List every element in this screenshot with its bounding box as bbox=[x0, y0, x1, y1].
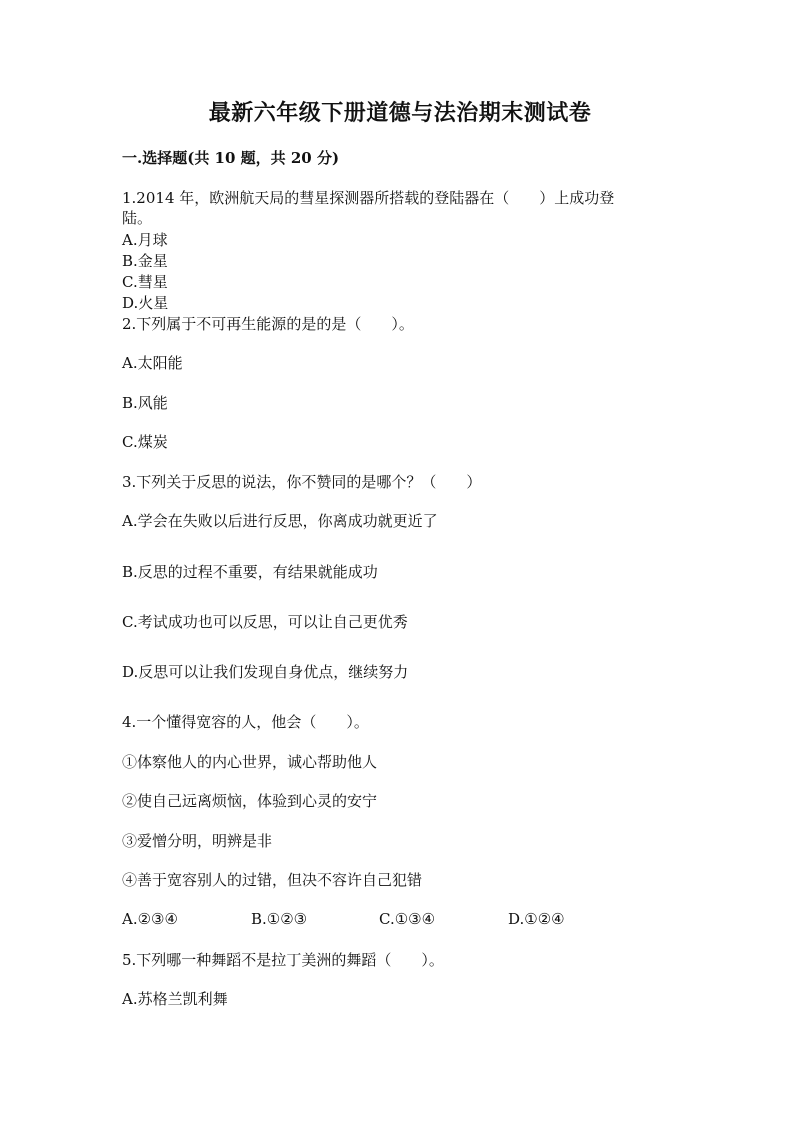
question-3-option-d: D.反思可以让我们发现自身优点，继续努力 bbox=[122, 663, 409, 681]
question-4-option-c: C.①③④ bbox=[379, 910, 436, 928]
question-3-option-a: A.学会在失败以后进行反思，你离成功就更近了 bbox=[122, 512, 438, 530]
section-heading: 一.选择题(共 10 题，共 20 分) bbox=[122, 149, 340, 167]
question-2-option-c: C.煤炭 bbox=[122, 433, 168, 451]
question-2-option-b: B.风能 bbox=[122, 394, 168, 412]
question-1-stem-line-2: 陆。 bbox=[122, 209, 153, 227]
page-title: 最新六年级下册道德与法治期末测试卷 bbox=[208, 100, 592, 126]
question-1-option-b: B.金星 bbox=[122, 252, 168, 270]
question-4-statement-1: ①体察他人的内心世界，诚心帮助他人 bbox=[122, 753, 378, 771]
question-5-stem: 5.下列哪一种舞蹈不是拉丁美洲的舞蹈（ ）。 bbox=[122, 951, 444, 969]
question-4-stem: 4.一个懂得宽容的人，他会（ ）。 bbox=[122, 713, 369, 731]
question-4-statement-4: ④善于宽容别人的过错，但决不容许自己犯错 bbox=[122, 871, 423, 889]
question-4-option-d: D.①②④ bbox=[508, 910, 565, 928]
question-3-stem: 3.下列关于反思的说法，你不赞同的是哪个？（ ） bbox=[122, 473, 482, 491]
question-5-option-a: A.苏格兰凯利舞 bbox=[122, 990, 228, 1008]
question-2-stem: 2.下列属于不可再生能源的是的是（ ）。 bbox=[122, 315, 414, 333]
question-3-option-b: B.反思的过程不重要，有结果就能成功 bbox=[122, 563, 378, 581]
question-1-option-d: D.火星 bbox=[122, 294, 169, 312]
question-1-option-a: A.月球 bbox=[122, 231, 168, 249]
question-4-statement-3: ③爱憎分明，明辨是非 bbox=[122, 832, 273, 850]
question-1-stem-line-1: 1.2014 年，欧洲航天局的彗星探测器所搭载的登陆器在（ ）上成功登 bbox=[122, 189, 615, 207]
question-3-option-c: C.考试成功也可以反思，可以让自己更优秀 bbox=[122, 613, 408, 631]
question-2-option-a: A.太阳能 bbox=[122, 354, 183, 372]
question-4-option-a: A.②③④ bbox=[122, 910, 178, 928]
question-4-statement-2: ②使自己远离烦恼，体验到心灵的安宁 bbox=[122, 792, 378, 810]
question-4-option-b: B.①②③ bbox=[251, 910, 308, 928]
question-1-option-c: C.彗星 bbox=[122, 273, 168, 291]
